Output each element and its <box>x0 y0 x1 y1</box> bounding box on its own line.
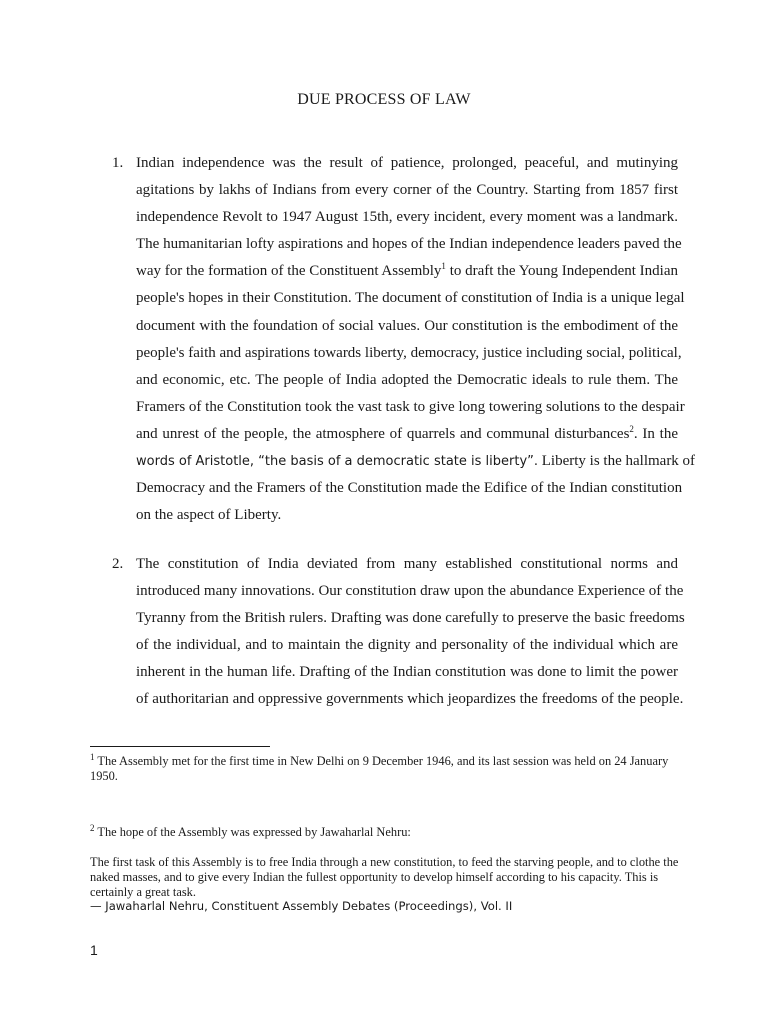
paragraph-line: independence Revolt to 1947 August 15th, every incident, every moment was a landmark. <box>136 209 678 226</box>
paragraph-line: The humanitarian lofty aspirations and hopes of the Indian independence leaders paved the <box>136 236 682 253</box>
paragraph-number: 2. <box>112 556 124 572</box>
paragraph-line: The constitution of India deviated from many established constitutional norms and <box>136 556 678 572</box>
paragraph-line: on the aspect of Liberty. <box>136 507 282 524</box>
line-text: Liberty is the hallmark of <box>541 453 696 470</box>
paragraph-line <box>136 448 696 475</box>
footnote-2-quote: The first task of this Assembly is to free India through a new constitution, to feed the starving people, and to clothe the naked masses, and to give every Indian the fullest opportunity to develop himself according to his capacity. This is certainly a great task. <box>90 855 679 899</box>
paragraph-line: Tyranny from the British rulers. Drafting was done carefully to preserve the basic freedoms <box>136 610 685 627</box>
document-title: DUE PROCESS OF LAW <box>297 91 471 108</box>
footnote-separator <box>90 746 270 747</box>
footnote-text: The hope of the Assembly was expressed by Jawaharlal Nehru: <box>97 825 411 839</box>
paragraph-line: of authoritarian and oppressive governments which jeopardizes the freedoms of the people. <box>136 691 684 708</box>
paragraph-line: Democracy and the Framers of the Constitution made the Edifice of the Indian constitution <box>136 480 683 497</box>
footnote-marker: 1 <box>90 751 95 762</box>
page-number: 1 <box>90 942 98 958</box>
paragraph-line: introduced many innovations. Our constitution draw upon the abundance Experience of the <box>136 583 684 600</box>
paragraph-line: document with the foundation of social values. Our constitution is the embodiment of the <box>136 317 678 334</box>
paragraph-line: of the individual, and to maintain the dignity and personality of the individual which are <box>136 637 678 654</box>
footnote-ref-2: 2 <box>629 423 634 434</box>
numbered-paragraph-2 <box>112 551 685 714</box>
footnote-ref-1: 1 <box>441 261 446 272</box>
line-text: to draft the Young Independent Indian <box>449 263 679 280</box>
footnote-text: The Assembly met for the first time in New Delhi on 9 December 1946, and its last session was held on 24 January 1950. <box>90 754 669 783</box>
paragraph-line: Framers of the Constitution took the vast task to give long towering solutions to the despair <box>136 398 685 415</box>
footnote-2-citation: — Jawaharlal Nehru, Constituent Assembly Debates (Proceedings), Vol. II <box>90 899 513 913</box>
line-text: way for the formation of the Constituent Assembly <box>136 263 442 280</box>
paragraph-line: people's hopes in their Constitution. The document of constitution of India is a unique legal <box>136 290 685 307</box>
paragraph-line: inherent in the human life. Drafting of the Indian constitution was done to limit the power <box>136 664 678 681</box>
paragraph-line: Indian independence was the result of patience, prolonged, peaceful, and mutinying <box>136 155 678 171</box>
paragraph-line: agitations by lakhs of Indians from every corner of the Country. Starting from 1857 first <box>136 182 678 199</box>
paragraph-line: people's faith and aspirations towards liberty, democracy, justice including social, political, <box>136 344 682 361</box>
numbered-paragraph-1 <box>112 150 696 529</box>
paragraph-number: 1. <box>112 155 124 171</box>
paragraph-line <box>136 421 678 448</box>
footnote-1 <box>90 751 682 784</box>
line-text: and unrest of the people, the atmosphere of quarrels and communal disturbances <box>136 425 630 442</box>
line-text: . In the <box>633 425 679 442</box>
footnote-marker: 2 <box>90 822 95 833</box>
footnote-2 <box>90 822 682 840</box>
paragraph-line <box>136 258 678 285</box>
aristotle-quote: words of Aristotle, “the basis of a democratic state is liberty”. <box>136 454 539 470</box>
paragraph-line: and economic, etc. The people of India adopted the Democratic ideals to rule them. The <box>136 371 678 388</box>
